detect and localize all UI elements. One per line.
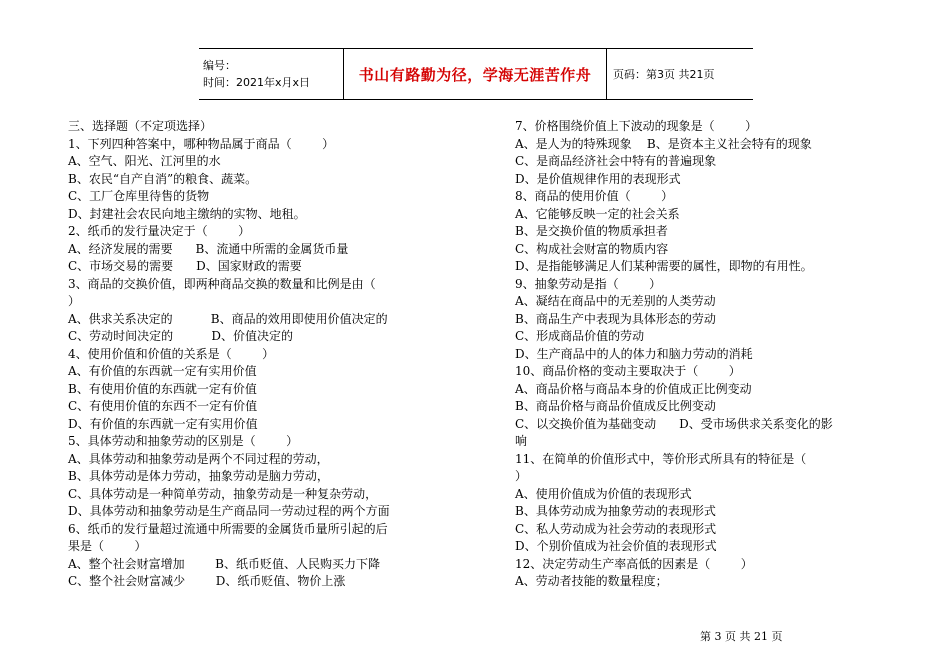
text-line: 12、决定劳动生产率高低的因素是（ ） bbox=[515, 556, 753, 571]
text-line: A、商品价格与商品本身的价值成正比例变动 bbox=[515, 381, 752, 396]
text-line: 5、具体劳动和抽象劳动的区别是（ ） bbox=[68, 434, 299, 448]
text-line: A、供求关系决定的 B、商品的效用即使用价值决定的 bbox=[68, 311, 388, 326]
text-line: C、工厂仓库里待售的货物 bbox=[68, 189, 210, 203]
text-line: C、是商品经济社会中特有的普遍现象 bbox=[515, 154, 717, 168]
right-column bbox=[515, 118, 887, 591]
header-motto: 书山有路勤为径，学海无涯苦作舟 bbox=[358, 65, 592, 84]
text-line: D、封建社会农民向地主缴纳的实物、地租。 bbox=[68, 206, 306, 221]
text-line: A、是人为的特殊现象 B、是资本主义社会特有的现象 bbox=[515, 136, 812, 151]
text-line: C、构成社会财富的物质内容 bbox=[515, 241, 669, 256]
text-line: B、商品生产中表现为具体形态的劳动 bbox=[515, 311, 716, 326]
text-line: A、有价值的东西就一定有实用价值 bbox=[68, 364, 257, 378]
text-line: C、形成商品价值的劳动 bbox=[515, 329, 645, 343]
text-line: 9、抽象劳动是指（ ） bbox=[515, 276, 662, 291]
text-line: D、个别价值成为社会价值的表现形式 bbox=[515, 539, 717, 553]
header-meta bbox=[199, 49, 344, 99]
header-page: 页码：第3页 共21页 bbox=[613, 68, 715, 81]
text-line: 果是（ ） bbox=[68, 539, 147, 553]
text-line: 1、下列四种答案中，哪种物品属于商品（ ） bbox=[68, 136, 335, 151]
page-footer: 第 3 页 共 21 页 bbox=[700, 630, 783, 643]
text-line: A、经济发展的需要 B、流通中所需的金属货币量 bbox=[68, 241, 349, 256]
text-line: 11、在简单的价值形式中，等价形式所具有的特征是（ bbox=[515, 451, 807, 466]
text-line: 三、选择题（不定项选择） bbox=[68, 119, 213, 133]
header-page-cell bbox=[607, 49, 753, 99]
text-line: 7、价格围绕价值上下波动的现象是（ ） bbox=[515, 119, 758, 133]
text-line: C、以交换价值为基础变动 D、受市场供求关系变化的影 bbox=[515, 416, 833, 431]
text-line: 10、商品价格的变动主要取决于（ ） bbox=[515, 364, 741, 378]
text-line: B、农民“自产自消”的粮食、蔬菜。 bbox=[68, 171, 258, 186]
text-line: B、有使用价值的东西就一定有价值 bbox=[68, 381, 257, 396]
text-line: C、有使用价值的东西不一定有价值 bbox=[68, 399, 258, 413]
text-line: D、是价值规律作用的表现形式 bbox=[515, 171, 681, 186]
header-number: 编号： bbox=[203, 59, 236, 72]
text-line: C、整个社会财富减少 D、纸币贬值、物价上涨 bbox=[68, 574, 346, 588]
text-line: D、具体劳动和抽象劳动是生产商品同一劳动过程的两个方面 bbox=[68, 504, 390, 518]
text-line: D、生产商品中的人的体力和脑力劳动的消耗 bbox=[515, 346, 753, 361]
text-line: A、使用价值成为价值的表现形式 bbox=[515, 486, 692, 501]
text-line: D、有价值的东西就一定有实用价值 bbox=[68, 416, 258, 431]
text-line: B、具体劳动成为抽象劳动的表现形式 bbox=[515, 504, 716, 518]
header-motto-cell bbox=[344, 49, 607, 99]
text-line: 3、商品的交换价值，即两种商品交换的数量和比例是由（ bbox=[68, 276, 376, 291]
text-line: 6、纸币的发行量超过流通中所需要的金属货币量所引起的后 bbox=[68, 521, 388, 536]
text-line: C、私人劳动成为社会劳动的表现形式 bbox=[515, 521, 717, 536]
text-line: C、劳动时间决定的 D、价值决定的 bbox=[68, 329, 293, 343]
text-line: D、是指能够满足人们某种需要的属性，即物的有用性。 bbox=[515, 259, 813, 273]
text-line: A、空气、阳光、江河里的水 bbox=[68, 154, 221, 168]
text-line: ） bbox=[68, 294, 81, 308]
text-line: 2、纸币的发行量决定于（ ） bbox=[68, 224, 251, 238]
text-line: A、它能够反映一定的社会关系 bbox=[515, 206, 680, 221]
header-time: 时间：2021年x月x日 bbox=[203, 76, 311, 89]
page-header bbox=[199, 48, 753, 100]
text-line: B、商品价格与商品价值成反比例变动 bbox=[515, 399, 716, 413]
text-line: A、具体劳动和抽象劳动是两个不同过程的劳动， bbox=[68, 451, 329, 466]
text-line: 4、使用价值和价值的关系是（ ） bbox=[68, 346, 275, 361]
text-line: A、凝结在商品中的无差别的人类劳动 bbox=[515, 294, 716, 308]
text-line: 8、商品的使用价值（ ） bbox=[515, 189, 674, 203]
text-line: B、具体劳动是体力劳动，抽象劳动是脑力劳动， bbox=[68, 469, 329, 483]
text-line: A、整个社会财富增加 B、纸币贬值、人民购买力下降 bbox=[68, 556, 381, 571]
text-line: ） bbox=[515, 469, 528, 483]
text-line: 响 bbox=[515, 434, 528, 448]
text-line: B、是交换价值的物质承担者 bbox=[515, 224, 668, 238]
text-line: C、具体劳动是一种简单劳动，抽象劳动是一种复杂劳动， bbox=[68, 486, 378, 501]
left-column bbox=[68, 118, 440, 591]
text-line: C、市场交易的需要 D、国家财政的需要 bbox=[68, 259, 302, 273]
text-line: A、劳动者技能的数量程度； bbox=[515, 574, 668, 588]
